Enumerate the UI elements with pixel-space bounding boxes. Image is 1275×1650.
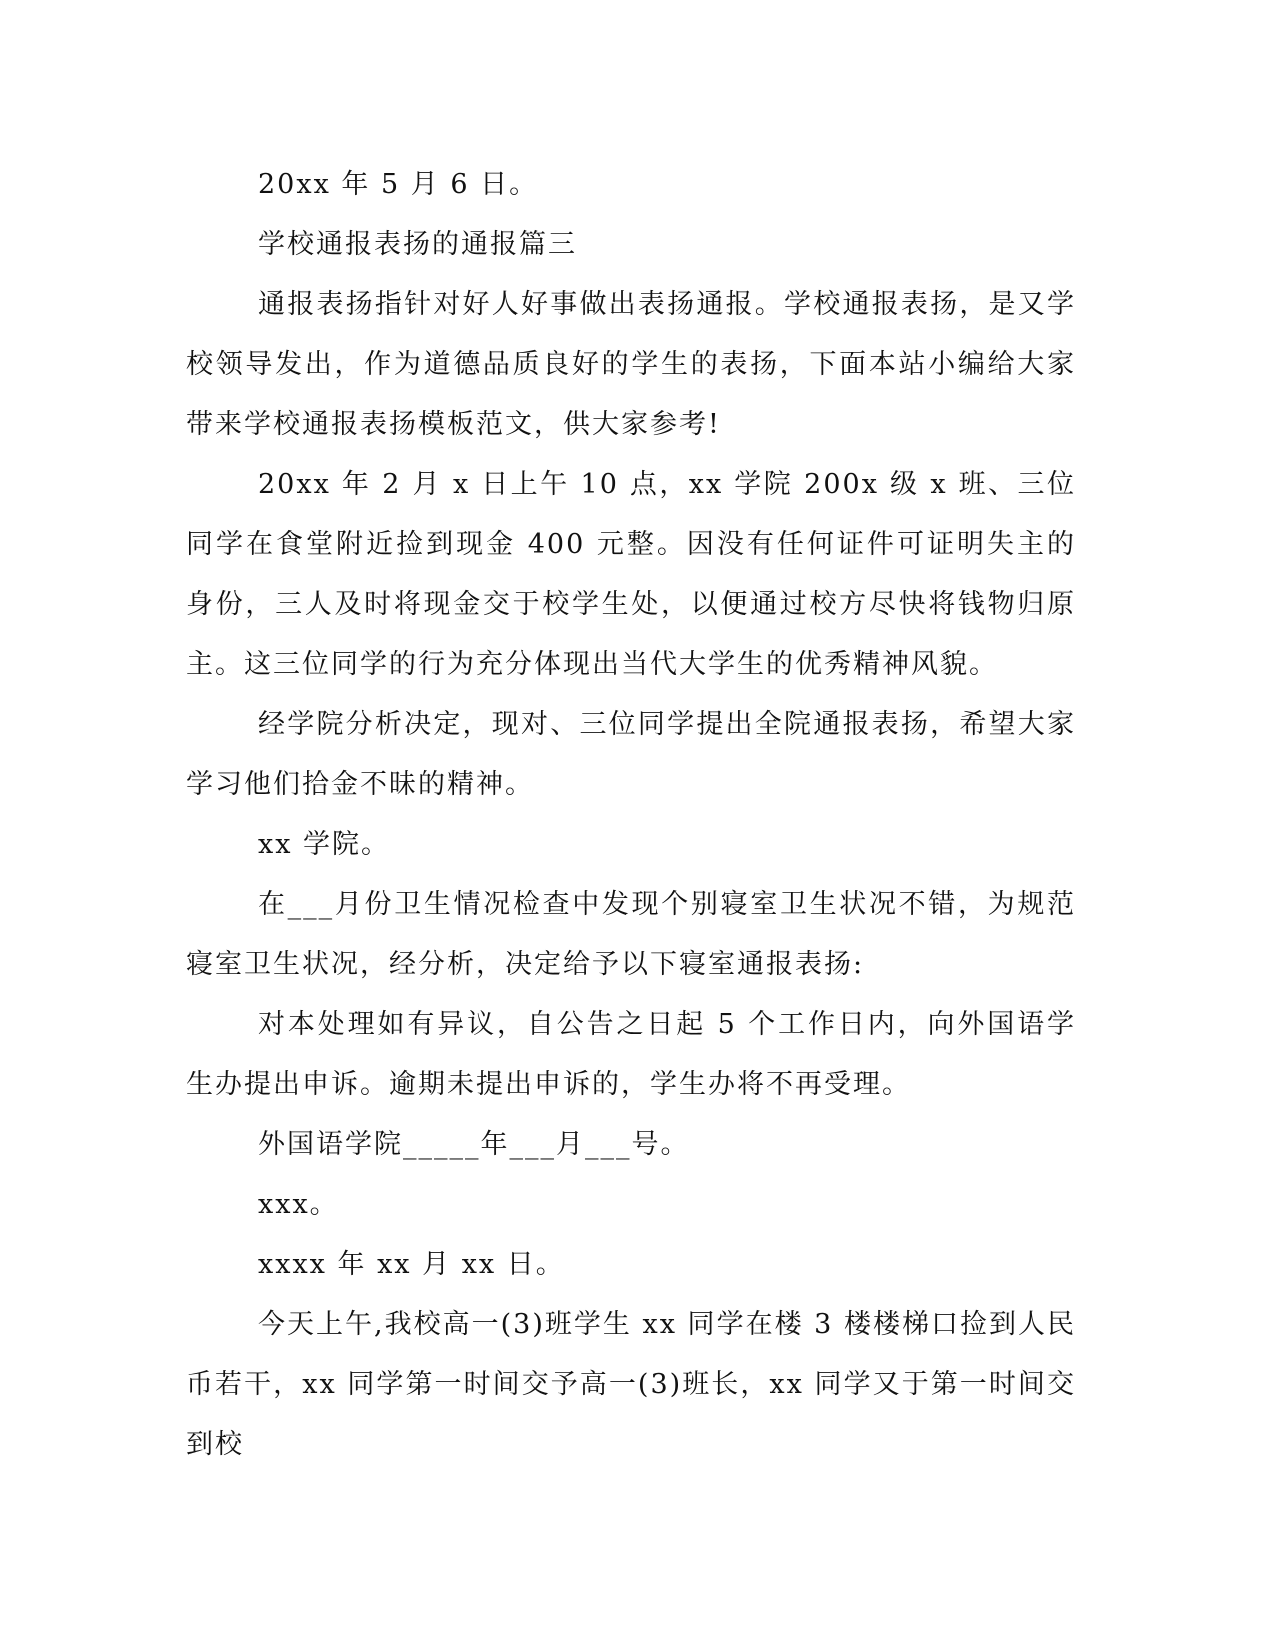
paragraph-dorm-inspection: 在___月份卫生情况检查中发现个别寝室卫生状况不错，为规范寝室卫生状况，经分析，决定给予以下寝室通报表扬: (186, 889, 1076, 980)
paragraph-decision: 经学院分析决定，现对、三位同学提出全院通报表扬，希望大家学习他们拾金不昧的精神。 (186, 709, 1076, 800)
paragraph-appeal: 对本处理如有异议，自公告之日起 5 个工作日内，向外国语学生办提出申诉。逾期未提出申诉的，学生办将不再受理。 (186, 1009, 1076, 1100)
paragraph-signature-college: xx 学院。 (258, 829, 391, 860)
paragraph-found-money: 今天上午,我校高一(3)班学生 xx 同学在楼 3 楼楼梯口捡到人民币若干，xx 同学第一时间交予高一(3)班长，xx 同学又于第一时间交到校 (186, 1309, 1076, 1460)
document-body (186, 155, 1076, 1475)
paragraph-section-title: 学校通报表扬的通报篇三 (258, 229, 577, 260)
paragraph-incident: 20xx 年 2 月 x 日上午 10 点，xx 学院 200x 级 x 班、三位同学在食堂附近捡到现金 400 元整。因没有任何证件可证明失主的身份，三人及时将现金交于校学生处，以便通过校方尽快将钱物归原主。这三位同学的行为充分体现出当代大学生的优秀精神风貌。 (186, 469, 1076, 680)
paragraph-signature-name: xxx。 (258, 1189, 339, 1220)
paragraph-signature-date: xxxx 年 xx 月 xx 日。 (258, 1249, 565, 1280)
paragraph-date: 20xx 年 5 月 6 日。 (258, 169, 539, 200)
paragraph-signature-foreign-language: 外国语学院_____年___月___号。 (258, 1129, 690, 1160)
paragraph-intro: 通报表扬指针对好人好事做出表扬通报。学校通报表扬，是又学校领导发出，作为道德品质良好的学生的表扬，下面本站小编给大家带来学校通报表扬模板范文，供大家参考! (186, 289, 1076, 440)
